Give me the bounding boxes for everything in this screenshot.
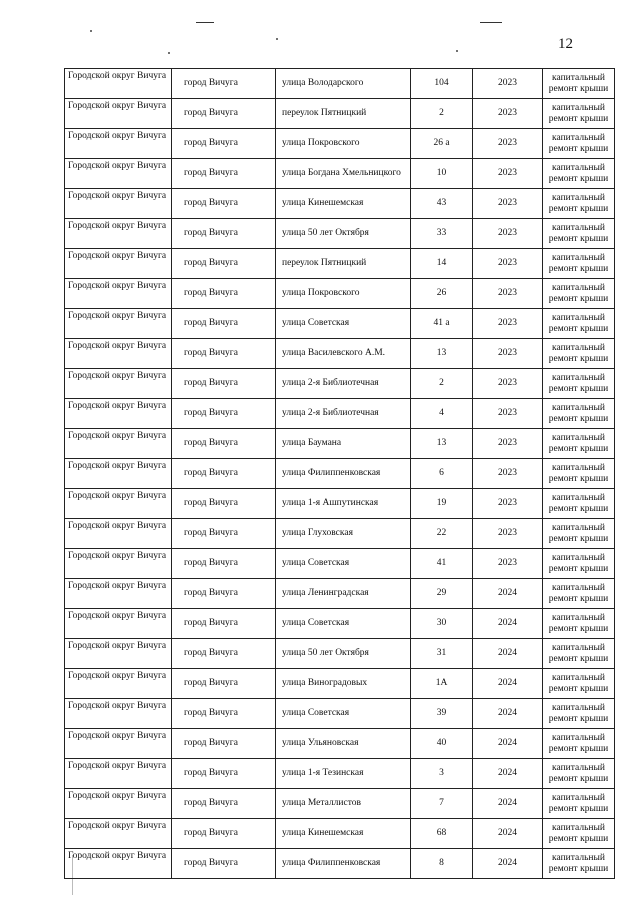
city-cell: город Вичуга [172, 699, 276, 729]
district-cell: Городской округ Вичуга [65, 759, 172, 789]
district-cell: Городской округ Вичуга [65, 549, 172, 579]
year-cell: 2023 [473, 489, 543, 519]
city-cell: город Вичуга [172, 399, 276, 429]
year-cell: 2024 [473, 699, 543, 729]
house-number-cell: 10 [411, 159, 473, 189]
street-cell: улица Филиппенковская [276, 849, 411, 879]
house-number-cell: 31 [411, 639, 473, 669]
table-row [65, 309, 615, 339]
work-type-cell: капитальный ремонт крыши [543, 69, 615, 99]
scan-mark [196, 22, 214, 23]
table-row [65, 669, 615, 699]
year-cell: 2024 [473, 639, 543, 669]
house-number-cell: 30 [411, 609, 473, 639]
table-row [65, 519, 615, 549]
city-cell: город Вичуга [172, 339, 276, 369]
table-row [65, 279, 615, 309]
district-cell: Городской округ Вичуга [65, 729, 172, 759]
year-cell: 2024 [473, 819, 543, 849]
city-cell: город Вичуга [172, 99, 276, 129]
district-cell: Городской округ Вичуга [65, 399, 172, 429]
work-type-cell: капитальный ремонт крыши [543, 249, 615, 279]
house-number-cell: 22 [411, 519, 473, 549]
city-cell: город Вичуга [172, 489, 276, 519]
house-number-cell: 13 [411, 339, 473, 369]
table-row [65, 609, 615, 639]
city-cell: город Вичуга [172, 279, 276, 309]
house-number-cell: 13 [411, 429, 473, 459]
scan-dot [456, 50, 458, 52]
house-number-cell: 7 [411, 789, 473, 819]
table-row [65, 129, 615, 159]
house-number-cell: 68 [411, 819, 473, 849]
work-type-cell: капитальный ремонт крыши [543, 639, 615, 669]
table-row [65, 99, 615, 129]
street-cell: улица Василевского А.М. [276, 339, 411, 369]
district-cell: Городской округ Вичуга [65, 159, 172, 189]
district-cell: Городской округ Вичуга [65, 339, 172, 369]
city-cell: город Вичуга [172, 669, 276, 699]
street-cell: улица 50 лет Октября [276, 639, 411, 669]
district-cell: Городской округ Вичуга [65, 129, 172, 159]
year-cell: 2023 [473, 219, 543, 249]
work-type-cell: капитальный ремонт крыши [543, 399, 615, 429]
work-type-cell: капитальный ремонт крыши [543, 369, 615, 399]
city-cell: город Вичуга [172, 609, 276, 639]
district-cell: Городской округ Вичуга [65, 639, 172, 669]
table-row [65, 249, 615, 279]
district-cell: Городской округ Вичуга [65, 459, 172, 489]
street-cell: улица Володарского [276, 69, 411, 99]
year-cell: 2024 [473, 759, 543, 789]
work-type-cell: капитальный ремонт крыши [543, 489, 615, 519]
city-cell: город Вичуга [172, 459, 276, 489]
table-row [65, 639, 615, 669]
scan-dot [276, 38, 278, 40]
district-cell: Городской округ Вичуга [65, 669, 172, 699]
house-number-cell: 26 а [411, 129, 473, 159]
district-cell: Городской округ Вичуга [65, 279, 172, 309]
table-row [65, 489, 615, 519]
house-number-cell: 41 а [411, 309, 473, 339]
district-cell: Городской округ Вичуга [65, 189, 172, 219]
house-number-cell: 41 [411, 549, 473, 579]
street-cell: улица Советская [276, 609, 411, 639]
city-cell: город Вичуга [172, 579, 276, 609]
house-number-cell: 8 [411, 849, 473, 879]
city-cell: город Вичуга [172, 819, 276, 849]
city-cell: город Вичуга [172, 369, 276, 399]
district-cell: Городской округ Вичуга [65, 819, 172, 849]
house-number-cell: 14 [411, 249, 473, 279]
city-cell: город Вичуга [172, 729, 276, 759]
city-cell: город Вичуга [172, 159, 276, 189]
district-cell: Городской округ Вичуга [65, 489, 172, 519]
street-cell: улица 2-я Библиотечная [276, 399, 411, 429]
street-cell: улица 1-я Тезинская [276, 759, 411, 789]
year-cell: 2023 [473, 369, 543, 399]
street-cell: улица Советская [276, 309, 411, 339]
table-row [65, 579, 615, 609]
table-row [65, 819, 615, 849]
table-row [65, 69, 615, 99]
district-cell: Городской округ Вичуга [65, 249, 172, 279]
year-cell: 2023 [473, 279, 543, 309]
house-number-cell: 3 [411, 759, 473, 789]
district-cell: Городской округ Вичуга [65, 579, 172, 609]
table-row [65, 399, 615, 429]
city-cell: город Вичуга [172, 759, 276, 789]
year-cell: 2024 [473, 669, 543, 699]
housing-table [64, 68, 615, 879]
work-type-cell: капитальный ремонт крыши [543, 99, 615, 129]
year-cell: 2023 [473, 399, 543, 429]
work-type-cell: капитальный ремонт крыши [543, 699, 615, 729]
city-cell: город Вичуга [172, 249, 276, 279]
district-cell: Городской округ Вичуга [65, 609, 172, 639]
work-type-cell: капитальный ремонт крыши [543, 819, 615, 849]
house-number-cell: 19 [411, 489, 473, 519]
street-cell: улица 2-я Библиотечная [276, 369, 411, 399]
street-cell: переулок Пятницкий [276, 99, 411, 129]
street-cell: улица Кинешемская [276, 189, 411, 219]
city-cell: город Вичуга [172, 519, 276, 549]
scan-mark [480, 22, 502, 23]
work-type-cell: капитальный ремонт крыши [543, 279, 615, 309]
table-row [65, 699, 615, 729]
year-cell: 2023 [473, 249, 543, 279]
district-cell: Городской округ Вичуга [65, 429, 172, 459]
year-cell: 2023 [473, 429, 543, 459]
year-cell: 2023 [473, 339, 543, 369]
district-cell: Городской округ Вичуга [65, 789, 172, 819]
district-cell: Городской округ Вичуга [65, 849, 172, 879]
street-cell: улица 1-я Ашпутинская [276, 489, 411, 519]
work-type-cell: капитальный ремонт крыши [543, 759, 615, 789]
table-row [65, 849, 615, 879]
table-row [65, 459, 615, 489]
house-number-cell: 2 [411, 99, 473, 129]
year-cell: 2023 [473, 519, 543, 549]
street-cell: улица Виноградовых [276, 669, 411, 699]
work-type-cell: капитальный ремонт крыши [543, 729, 615, 759]
city-cell: город Вичуга [172, 549, 276, 579]
housing-table-body [65, 69, 615, 879]
city-cell: город Вичуга [172, 69, 276, 99]
district-cell: Городской округ Вичуга [65, 699, 172, 729]
year-cell: 2023 [473, 459, 543, 489]
table-row [65, 219, 615, 249]
page-number: 12 [558, 36, 573, 52]
city-cell: город Вичуга [172, 849, 276, 879]
work-type-cell: капитальный ремонт крыши [543, 189, 615, 219]
house-number-cell: 104 [411, 69, 473, 99]
year-cell: 2024 [473, 789, 543, 819]
street-cell: улица Покровского [276, 129, 411, 159]
city-cell: город Вичуга [172, 189, 276, 219]
city-cell: город Вичуга [172, 219, 276, 249]
city-cell: город Вичуга [172, 129, 276, 159]
street-cell: улица Богдана Хмельницкого [276, 159, 411, 189]
year-cell: 2024 [473, 579, 543, 609]
house-number-cell: 43 [411, 189, 473, 219]
table-row [65, 339, 615, 369]
street-cell: улица Кинешемская [276, 819, 411, 849]
street-cell: улица Ленинградская [276, 579, 411, 609]
house-number-cell: 2 [411, 369, 473, 399]
street-cell: переулок Пятницкий [276, 249, 411, 279]
city-cell: город Вичуга [172, 429, 276, 459]
city-cell: город Вичуга [172, 639, 276, 669]
street-cell: улица Филиппенковская [276, 459, 411, 489]
year-cell: 2023 [473, 159, 543, 189]
city-cell: город Вичуга [172, 789, 276, 819]
work-type-cell: капитальный ремонт крыши [543, 159, 615, 189]
house-number-cell: 40 [411, 729, 473, 759]
table-row [65, 549, 615, 579]
year-cell: 2024 [473, 849, 543, 879]
year-cell: 2023 [473, 309, 543, 339]
year-cell: 2023 [473, 189, 543, 219]
table-row [65, 759, 615, 789]
work-type-cell: капитальный ремонт крыши [543, 519, 615, 549]
table-row [65, 729, 615, 759]
district-cell: Городской округ Вичуга [65, 519, 172, 549]
table-row [65, 429, 615, 459]
house-number-cell: 29 [411, 579, 473, 609]
work-type-cell: капитальный ремонт крыши [543, 789, 615, 819]
work-type-cell: капитальный ремонт крыши [543, 219, 615, 249]
work-type-cell: капитальный ремонт крыши [543, 429, 615, 459]
year-cell: 2024 [473, 729, 543, 759]
year-cell: 2023 [473, 549, 543, 579]
year-cell: 2023 [473, 69, 543, 99]
year-cell: 2023 [473, 129, 543, 159]
house-number-cell: 1А [411, 669, 473, 699]
district-cell: Городской округ Вичуга [65, 309, 172, 339]
house-number-cell: 39 [411, 699, 473, 729]
district-cell: Городской округ Вичуга [65, 219, 172, 249]
house-number-cell: 4 [411, 399, 473, 429]
street-cell: улица 50 лет Октября [276, 219, 411, 249]
street-cell: улица Ульяновская [276, 729, 411, 759]
year-cell: 2023 [473, 99, 543, 129]
street-cell: улица Баумана [276, 429, 411, 459]
work-type-cell: капитальный ремонт крыши [543, 849, 615, 879]
street-cell: улица Советская [276, 699, 411, 729]
work-type-cell: капитальный ремонт крыши [543, 459, 615, 489]
scan-dot [90, 30, 92, 32]
table-row [65, 189, 615, 219]
work-type-cell: капитальный ремонт крыши [543, 609, 615, 639]
work-type-cell: капитальный ремонт крыши [543, 579, 615, 609]
table-row [65, 369, 615, 399]
year-cell: 2024 [473, 609, 543, 639]
district-cell: Городской округ Вичуга [65, 69, 172, 99]
work-type-cell: капитальный ремонт крыши [543, 669, 615, 699]
table-row [65, 159, 615, 189]
house-number-cell: 33 [411, 219, 473, 249]
work-type-cell: капитальный ремонт крыши [543, 339, 615, 369]
district-cell: Городской округ Вичуга [65, 99, 172, 129]
work-type-cell: капитальный ремонт крыши [543, 549, 615, 579]
house-number-cell: 6 [411, 459, 473, 489]
city-cell: город Вичуга [172, 309, 276, 339]
street-cell: улица Глуховская [276, 519, 411, 549]
street-cell: улица Металлистов [276, 789, 411, 819]
work-type-cell: капитальный ремонт крыши [543, 309, 615, 339]
street-cell: улица Советская [276, 549, 411, 579]
district-cell: Городской округ Вичуга [65, 369, 172, 399]
street-cell: улица Покровского [276, 279, 411, 309]
table-row [65, 789, 615, 819]
house-number-cell: 26 [411, 279, 473, 309]
scan-dot [168, 52, 170, 54]
work-type-cell: капитальный ремонт крыши [543, 129, 615, 159]
